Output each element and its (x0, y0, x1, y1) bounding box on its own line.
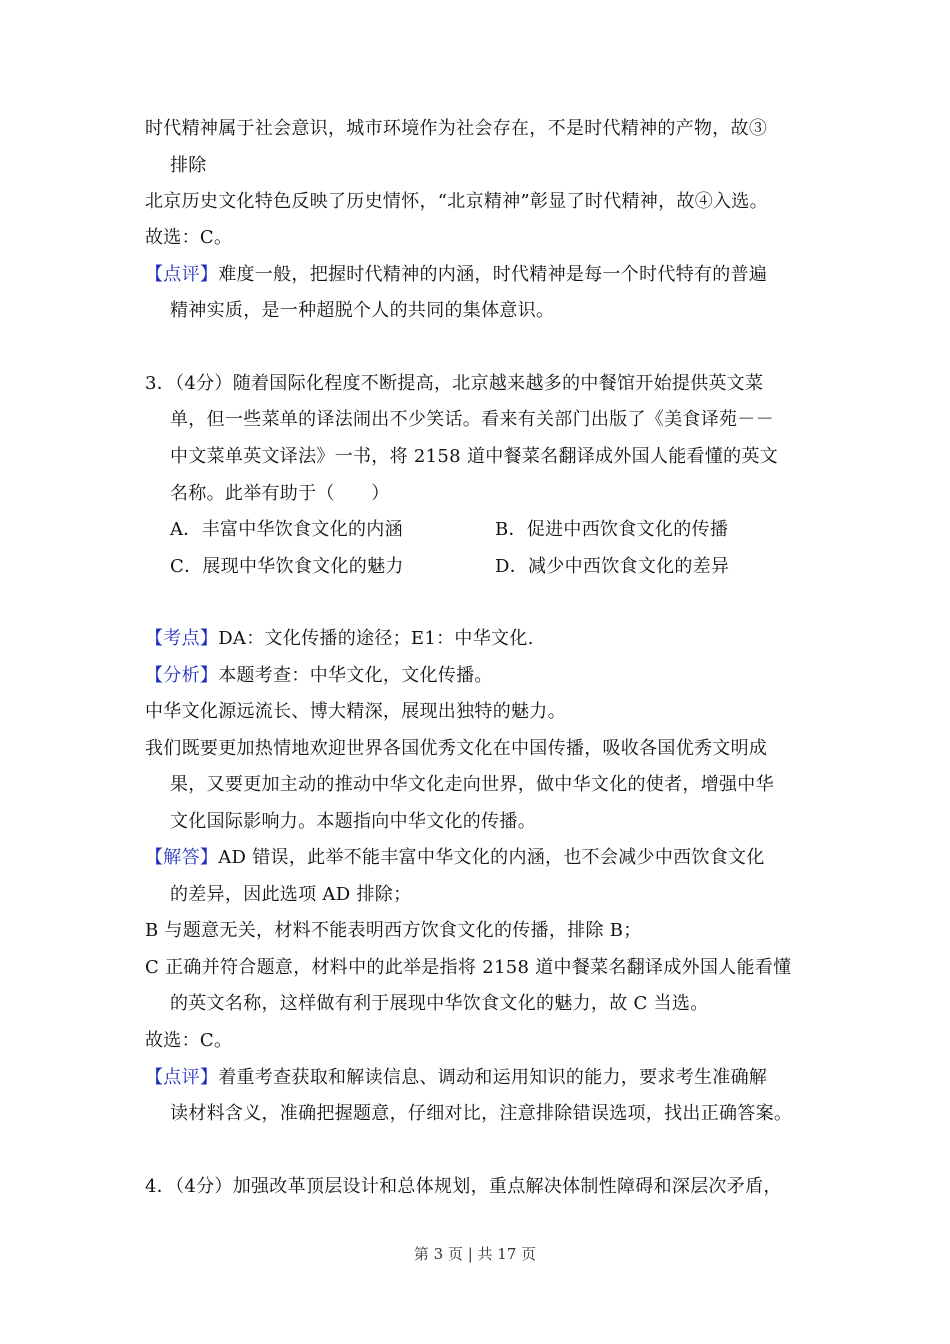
jieda-text: AD 错误，此举不能丰富中华文化的内涵，也不会减少中西饮食文化 (218, 847, 765, 868)
kaodian-text: DA：文化传播的途径；E1：中华文化. (218, 628, 534, 649)
review-text: 着重考查获取和解读信息、调动和运用知识的能力，要求考生准确解 (218, 1067, 768, 1088)
fenxi-text: 本题考查：中华文化，文化传播。 (218, 665, 493, 686)
q3-review (145, 1066, 767, 1090)
q3-fenxi-para: 中华文化源远流长、博大精深，展现出独特的魅力。 (145, 701, 566, 722)
q3-stem-line: 3．（4分）随着国际化程度不断提高，北京越来越多的中餐馆开始提供英文菜 (145, 373, 764, 394)
q3-kaodian (145, 627, 534, 651)
q3-fenxi-para: 我们既要更加热情地欢迎世界各国优秀文化在中国传播，吸收各国优秀文明成 (145, 738, 768, 759)
q4-stem-line: 4．（4分）加强改革顶层设计和总体规划，重点解决体制性障碍和深层次矛盾， (145, 1176, 782, 1197)
fenxi-label: 【分析】 (145, 665, 219, 686)
review-text: 难度一般，把握时代精神的内涵，时代精神是每一个时代特有的普遍 (218, 264, 768, 285)
q3-review-line: 读材料含义，准确把握题意，仔细对比，注意排除错误选项，找出正确答案。 (170, 1103, 793, 1124)
q2-explanation-line: 北京历史文化特色反映了历史情怀，“北京精神”彰显了时代精神，故④入选。 (145, 191, 768, 212)
q3-option-b: B．促进中西饮食文化的传播 (495, 519, 729, 540)
q3-answer: 故选：C。 (145, 1030, 233, 1051)
q2-explanation-line: 排除 (170, 155, 207, 176)
jieda-label: 【解答】 (145, 847, 219, 868)
q3-option-a: A．丰富中华饮食文化的内涵 (170, 519, 403, 540)
q3-jieda-b: B 与题意无关，材料不能表明西方饮食文化的传播，排除 B； (145, 920, 642, 941)
q2-answer: 故选：C。 (145, 227, 233, 248)
review-label: 【点评】 (145, 1067, 219, 1088)
q3-jieda-c: 的英文名称，这样做有利于展现中华饮食文化的魅力，故 C 当选。 (170, 993, 709, 1014)
q3-stem-line: 名称。此举有助于（ ） (170, 483, 390, 504)
page-footer: 第 3 页 | 共 17 页 (413, 1245, 537, 1263)
q3-fenxi-para: 果，又要更加主动的推动中华文化走向世界，做中华文化的使者，增强中华 (170, 774, 774, 795)
q3-jieda (145, 846, 765, 870)
review-label: 【点评】 (145, 264, 219, 285)
q3-jieda-c: C 正确并符合题意，材料中的此举是指将 2158 道中餐菜名翻译成外国人能看懂 (145, 957, 792, 978)
q3-stem-line: 单，但一些菜单的译法闹出不少笑话。看来有关部门出版了《美食译苑－－ (170, 409, 774, 430)
q2-explanation-line: 时代精神属于社会意识，城市环境作为社会存在，不是时代精神的产物，故③ (145, 118, 768, 139)
q3-stem-line: 中文菜单英文译法》一书，将 2158 道中餐菜名翻译成外国人能看懂的英文 (170, 446, 779, 467)
q3-option-d: D．减少中西饮食文化的差异 (495, 556, 730, 577)
q3-jieda-line: 的差异，因此选项 AD 排除； (170, 884, 412, 905)
q3-fenxi-para: 文化国际影响力。本题指向中华文化的传播。 (170, 811, 536, 832)
q2-review-line: 精神实质，是一种超脱个人的共同的集体意识。 (170, 300, 555, 321)
q3-option-c: C．展现中华饮食文化的魅力 (170, 556, 404, 577)
q3-fenxi (145, 664, 493, 688)
kaodian-label: 【考点】 (145, 628, 219, 649)
q2-review (145, 263, 767, 287)
